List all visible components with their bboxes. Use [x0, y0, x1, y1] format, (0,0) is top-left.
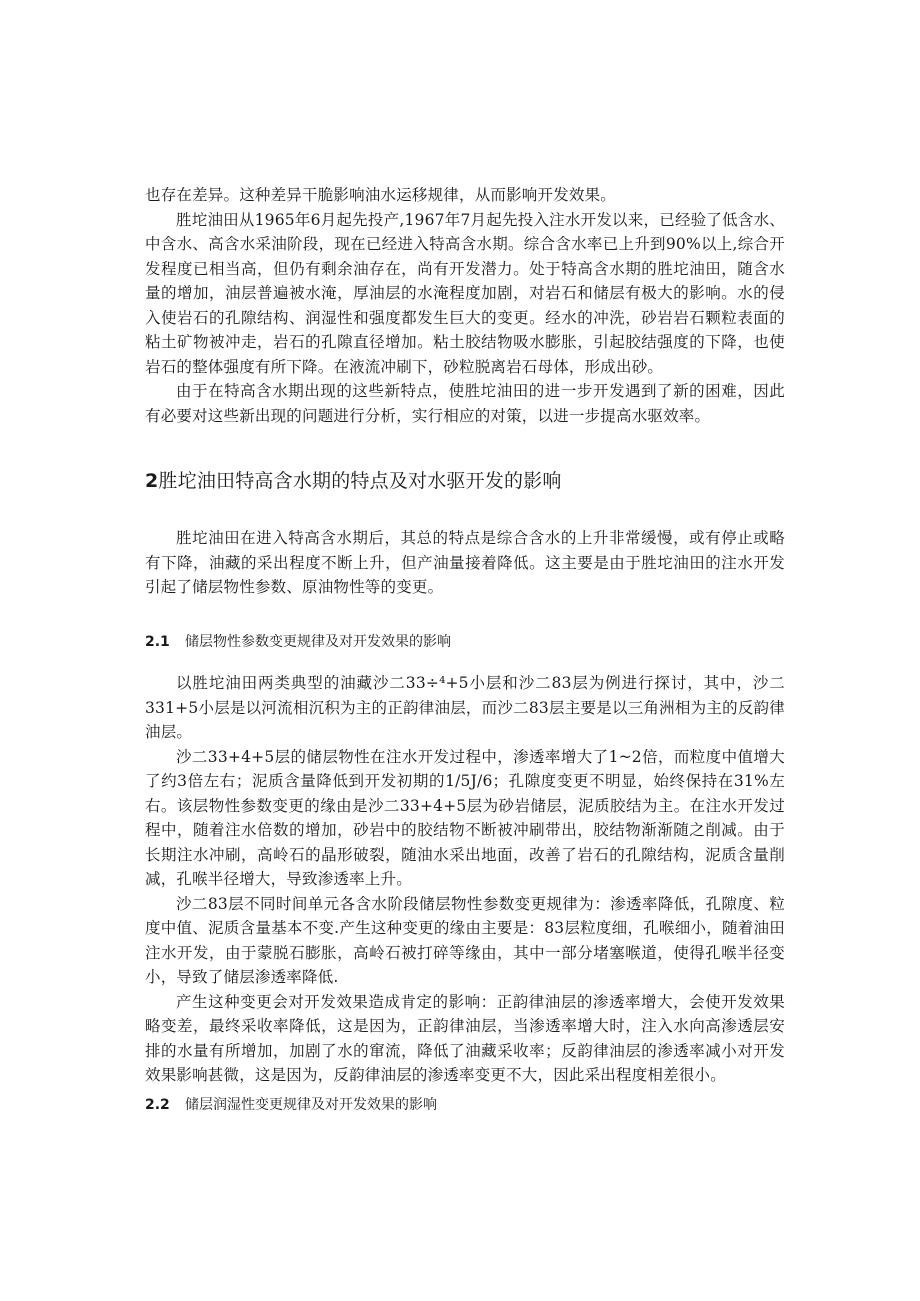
- paragraph-new-difficulties: 由于在特高含水期出现的这些新特点，使胜坨油田的进一步开发遇到了新的困难，因此有必要对这些新出现的问题进行分析，实行相应的对策，以进一步提高水驱效率。: [145, 382, 785, 425]
- section-2-2-number: 2.2: [145, 1097, 170, 1113]
- section-2-heading: [145, 468, 785, 494]
- section-2-1-heading: [145, 632, 785, 652]
- section-2-1-body: [145, 671, 785, 1088]
- paragraph-reverse-rhythm-properties: 沙二83层不同时间单元各含水阶段储层物性参数变更规律为：渗透率降低，孔隙度、粒度中值、泥质含量基本不变.产生这种变更的缘由主要是：83层粒度细，孔喉细小，随着油田注水开发，由于蒙脱石膨胀，高岭石被打碎等缘由，其中一部分堵塞喉道，使得孔喉半径变小，导致了储层渗透率降低.: [145, 894, 785, 986]
- paragraph-development-effect: 产生这种变更会对开发效果造成肯定的影响：正韵律油层的渗透率增大，会使开发效果略变差，最终采收率降低，这是因为，正韵律油层，当渗透率增大时，注入水向高渗透层安排的水量有所增加，加剧了水的窜流，降低了油藏采收率；反韵律油层的渗透率减小对开发效果影响甚微，这是因为，反韵律油层的渗透率变更不大，因此采出程度相差很小。: [145, 992, 785, 1084]
- paragraph-section-2-intro: 胜坨油田在进入特高含水期后，其总的特点是综合含水的上升非常缓慢，或有停止或略有下降，油藏的采出程度不断上升，但产油量接着降低。这主要是由于胜坨油田的注水开发引起了储层物性参数、原油物性等的变更。: [145, 529, 785, 596]
- section-2-2-heading: [145, 1095, 785, 1115]
- section-2-2-title: 储层润湿性变更规律及对开发效果的影响: [185, 1097, 437, 1113]
- section-2-title: 胜坨油田特高含水期的特点及对水驱开发的影响: [158, 470, 562, 492]
- section-2-intro: [145, 526, 785, 600]
- paragraph-development-history: 胜坨油田从1965年6月起先投产,1967年7月起先投入注水开发以来，已经验了低含水、中含水、高含水采油阶段，现在已经进入特高含水期。综合含水率已上升到90%以上,综合开发程度已相当高，但仍有剩余油存在，尚有开发潜力。处于特高含水期的胜坨油田，随含水量的增加，油层普遍被水淹，厚油层的水淹程度加剧，对岩石和储层有极大的影响。水的侵入使岩石的孔隙结构、润湿性和强度都发生巨大的变更。经水的冲洗，砂岩岩石颗粒表面的粘土矿物被冲走，岩石的孔隙直径增加。粘土胶结物吸水膨胀，引起胶结强度的下降，也使岩石的整体强度有所下降。在液流冲刷下，砂粒脱离岩石母体，形成出砂。: [145, 210, 785, 376]
- section-1-body: [145, 183, 785, 428]
- paragraph-positive-rhythm-properties: 沙二33+4+5层的储层物性在注水开发过程中，渗透率增大了1~2倍，而粒度中值增大了约3倍左右；泥质含量降低到开发初期的1/5J/6；孔隙度变更不明显，始终保持在31%左右。该层物性参数变更的缘由是沙二33+4+5层为砂岩储层，泥质胶结为主。在注水开发过程中，随着注水倍数的增加，砂岩中的胶结物不断被冲刷带出，胶结物渐渐随之削减。由于长期注水冲刷，高岭石的晶形破裂，随油水采出地面，改善了岩石的孔隙结构，泥质含量削减，孔喉半径增大，导致渗透率上升。: [145, 747, 785, 888]
- paragraph-continued: 也存在差异。这种差异干脆影响油水运移规律，从而影响开发效果。: [145, 186, 617, 204]
- section-2-1-number: 2.1: [145, 634, 170, 650]
- section-2-number: 2: [145, 470, 159, 492]
- section-2-1-title: 储层物性参数变更规律及对开发效果的影响: [185, 634, 451, 650]
- paragraph-typical-reservoirs: 以胜坨油田两类典型的油藏沙二33÷⁴+5小层和沙二83层为例进行探讨，其中，沙二331+5小层是以河流相沉积为主的正韵律油层，而沙二83层主要是以三角洲相为主的反韵律油层。: [145, 674, 785, 741]
